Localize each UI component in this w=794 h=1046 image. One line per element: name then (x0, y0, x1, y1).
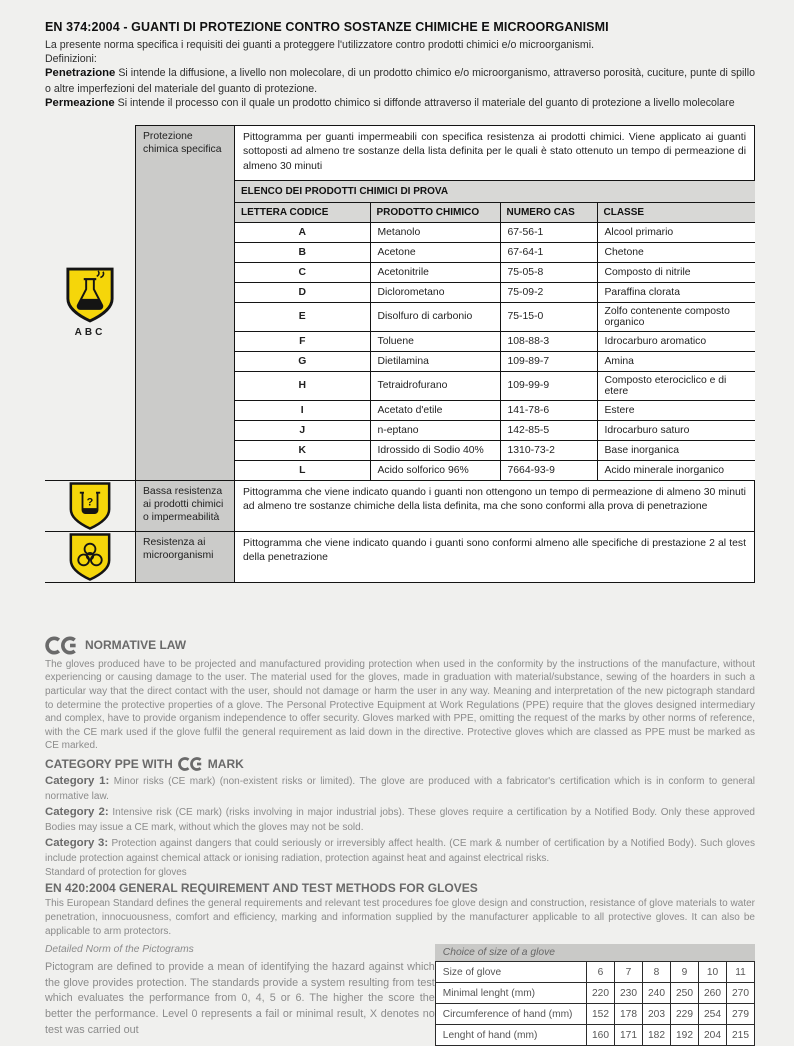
column-header: PRODOTTO CHIMICO (370, 202, 500, 222)
cas-number-cell: 108-88-3 (500, 331, 597, 351)
letter-code-cell: G (235, 351, 370, 371)
class-cell: Idrocarburo aromatico (597, 331, 755, 351)
product-cell: Acido solforico 96% (370, 460, 500, 480)
row-label: Bassa resistenza ai prodotti chimici o impermeabilità (135, 481, 235, 531)
beaker-question-shield-icon (68, 481, 112, 531)
product-cell: Disolfuro di carbonio (370, 302, 500, 331)
class-cell: Idrocarburo saturo (597, 420, 755, 440)
size-value: 152 (587, 1004, 615, 1025)
size-value: 250 (671, 983, 699, 1004)
bottom-section (45, 944, 755, 1046)
permeazione-text: Si intende il processo con il quale un prodotto chimico si diffonde attraverso il materiale del guanto di protezione a livello molecolare (114, 96, 735, 109)
cas-number-cell: 142-85-5 (500, 420, 597, 440)
row-description: Pittogramma per guanti impermeabili con specifica resistenza ai prodotti chimici. Viene applicato ai guanti sottoposti ad almeno tre sostanze della lista definita per le quali è stato ottenuto un tempo di permeazione di almeno 30 minuti (243, 131, 746, 172)
cas-number-cell: 109-99-9 (500, 371, 597, 400)
row-label: Protezione chimica specifica (135, 125, 235, 480)
size-row-label: Size of glove (435, 962, 586, 983)
table-row-microorganisms (45, 532, 755, 583)
cas-number-cell: 7664-93-9 (500, 460, 597, 480)
size-value: 8 (643, 962, 671, 983)
class-cell: Base inorganica (597, 440, 755, 460)
class-cell: Paraffina clorata (597, 282, 755, 302)
category-heading-suffix: MARK (207, 757, 244, 772)
size-value: 254 (699, 1004, 727, 1025)
intro-paragraph: La presente norma specifica i requisiti dei guanti a proteggere l'utilizzatore contro prodotti chimici e/o microorganismi. (45, 39, 595, 51)
letter-code-cell: K (235, 440, 370, 460)
letter-code-cell: H (235, 371, 370, 400)
chemical-row (235, 460, 755, 480)
size-table-row (435, 1025, 754, 1046)
biohazard-shield-icon (68, 532, 112, 582)
page-title: EN 374:2004 - GUANTI DI PROTEZIONE CONTRO SOSTANZE CHIMICHE E MICROORGANISMI (45, 20, 609, 34)
category-heading (45, 756, 755, 772)
table-row-low-resistance (45, 481, 755, 532)
class-cell: Composto eterociclico e di etere (597, 371, 755, 400)
size-value: 171 (615, 1025, 643, 1046)
size-value: 220 (587, 983, 615, 1004)
penetrazione-definition (45, 66, 755, 95)
size-value: 192 (671, 1025, 699, 1046)
product-cell: n-eptano (370, 420, 500, 440)
category-1-term: Category 1: (45, 775, 110, 788)
size-value: 178 (615, 1004, 643, 1025)
size-value: 230 (615, 983, 643, 1004)
class-cell: Acido minerale inorganico (597, 460, 755, 480)
product-cell: Acetone (370, 242, 500, 262)
size-value: 9 (671, 962, 699, 983)
chemical-row (235, 282, 755, 302)
row-label: Resistenza ai microorganismi (135, 532, 235, 582)
chemical-list-header-row (235, 202, 755, 222)
en420-heading-text: EN 420:2004 GENERAL REQUIREMENT AND TEST METHODS FOR GLOVES (45, 881, 478, 896)
size-row-label: Circumference of hand (mm) (435, 1004, 586, 1025)
size-value: 229 (671, 1004, 699, 1025)
pictogram-cell (45, 125, 135, 480)
en420-heading (45, 881, 755, 895)
product-cell: Acetato d'etile (370, 400, 500, 420)
chemical-row (235, 222, 755, 242)
letter-code-cell: J (235, 420, 370, 440)
product-cell: Acetonitrile (370, 262, 500, 282)
cas-number-cell: 109-89-7 (500, 351, 597, 371)
chemical-row (235, 440, 755, 460)
chemical-row (235, 351, 755, 371)
svg-text:?: ? (86, 496, 94, 509)
row-content (235, 125, 755, 480)
product-cell: Dietilamina (370, 351, 500, 371)
category-2-term: Category 2: (45, 806, 109, 819)
size-table (435, 961, 755, 1046)
pictograms-norm-column (45, 944, 435, 1046)
cas-number-cell: 75-05-8 (500, 262, 597, 282)
normative-law-body: The gloves produced have to be projected and manufactured providing protection when used in the conformity by the instructions of the manufacture, without experiencing or causing damage to the user. The material used for the gloves, made in graduation with material/substance, sewing of the hoarders in such a particular way that the direct contact with the user, should not damage or harm the user in any way. Meaning and interpretation of the new pictograph standard to determine the protective properties of a glove. The Personal Protective Equipment at Work Regulations (PPE) require that the gloves designed intermediary and complex, have to provide organism independence to offer security. Gloves marked with PPE, omitting the request of the marks by other norms of reference, with the CE mark used if the glove fulfil the general requirement as laid down in the directive. Protective gloves which are classed as PPE must be marked as CE marked. (45, 658, 755, 752)
cas-number-cell: 67-64-1 (500, 242, 597, 262)
permeazione-definition (45, 96, 755, 111)
category-2-text: Intensive risk (CE mark) (risks involving in major industrial jobs). These gloves require a certification by a Notified Body. Only these approved Bodies may issue a CE mark, without which the gloves may not be sold. (45, 807, 755, 833)
letter-code-cell: A (235, 222, 370, 242)
cas-number-cell: 75-09-2 (500, 282, 597, 302)
chemical-list-title-row (235, 180, 755, 202)
normative-section (45, 635, 755, 1046)
size-table-title: Choice of size of a glove (435, 944, 755, 961)
size-value: 10 (699, 962, 727, 983)
letter-code-cell: D (235, 282, 370, 302)
cas-number-cell: 75-15-0 (500, 302, 597, 331)
en420-body: This European Standard defines the general requirements and relevant test procedures foe glove design and construction, resistance of glove materials to water penetration, innocuousness, comfort and efficiency, marking and information supplied by the manufacturer applicable to all protective gloves. It can also be applicable to arm protectors. (45, 898, 755, 937)
table-row-chemical-protection (45, 125, 755, 481)
category-1-text: Minor risks (CE mark) (non-existent risks or limited). The glove are produced with a fabricator's certification which is in conform to general normative law. (45, 776, 756, 802)
product-cell: Idrossido di Sodio 40% (370, 440, 500, 460)
product-cell: Diclorometano (370, 282, 500, 302)
size-value: 240 (643, 983, 671, 1004)
product-cell: Metanolo (370, 222, 500, 242)
chemical-row (235, 331, 755, 351)
category-heading-prefix: CATEGORY PPE WITH (45, 757, 173, 772)
ce-mark-icon (178, 756, 203, 772)
category-2 (45, 805, 755, 834)
letter-code-cell: L (235, 460, 370, 480)
glove-size-column (435, 944, 755, 1046)
cas-number-cell: 141-78-6 (500, 400, 597, 420)
ce-mark-icon (45, 635, 78, 656)
size-row-label: Minimal lenght (mm) (435, 983, 586, 1004)
pictogram-caption: ABC (74, 327, 106, 339)
size-value: 215 (727, 1025, 755, 1046)
letter-code-cell: E (235, 302, 370, 331)
size-value: 11 (727, 962, 755, 983)
row-description: Pittogramma che viene indicato quando i guanti non ottengono un tempo di permeazione di almeno 30 minuti ad almeno tre sostanze chimiche della lista definita, ma che sono conformi alla prova di penetrazione (243, 486, 746, 513)
size-table-row (435, 962, 754, 983)
size-value: 160 (587, 1025, 615, 1046)
intro-section (45, 20, 755, 111)
row-content (235, 481, 755, 531)
chemical-list-table (235, 180, 755, 480)
column-header: LETTERA CODICE (235, 202, 370, 222)
class-cell: Estere (597, 400, 755, 420)
normative-law-heading (45, 635, 755, 656)
size-table-row (435, 983, 754, 1004)
column-header: NUMERO CAS (500, 202, 597, 222)
class-cell: Alcool primario (597, 222, 755, 242)
size-table-body (435, 962, 754, 1046)
chemical-row (235, 400, 755, 420)
chemical-list-body (235, 222, 755, 480)
size-value: 270 (727, 983, 755, 1004)
standard-footnote: Standard of protection for gloves (45, 867, 187, 879)
pictogram-cell (45, 481, 135, 531)
class-cell: Zolfo contenente composto organico (597, 302, 755, 331)
product-cell: Tetraidrofurano (370, 371, 500, 400)
category-3-text: Protection against dangers that could seriously or irreversibly affect health. (CE mark & number of certification by a Notified Body). Such gloves include protection against chemical attack or ionising radiation, protection against heat and against electrical risks. (45, 838, 755, 864)
size-value: 7 (615, 962, 643, 983)
row-content (235, 532, 755, 582)
size-value: 6 (587, 962, 615, 983)
category-3-term: Category 3: (45, 837, 109, 850)
class-cell: Chetone (597, 242, 755, 262)
size-table-row (435, 1004, 754, 1025)
size-value: 204 (699, 1025, 727, 1046)
letter-code-cell: F (235, 331, 370, 351)
chemical-list-title: ELENCO DEI PRODOTTI CHIMICI DI PROVA (235, 180, 755, 202)
penetrazione-text: Si intende la diffusione, a livello non molecolare, di un prodotto chimico e/o microorganismo, attraverso porosità, cuciture, punte di spillo o altre imperfezioni del materiale del guanto di protezione. (45, 67, 755, 95)
chemical-row (235, 242, 755, 262)
row-description: Pittogramma che viene indicato quando i guanti sono conformi almeno alle specifiche di prestazione 2 al test della penetrazione (243, 537, 746, 564)
letter-code-cell: C (235, 262, 370, 282)
pictogram-cell (45, 532, 135, 582)
class-cell: Composto di nitrile (597, 262, 755, 282)
cas-number-cell: 1310-73-2 (500, 440, 597, 460)
letter-code-cell: I (235, 400, 370, 420)
chemical-flask-shield-icon (65, 266, 115, 324)
chemical-list-head (235, 180, 755, 222)
size-value: 203 (643, 1004, 671, 1025)
column-header: CLASSE (597, 202, 755, 222)
size-value: 279 (727, 1004, 755, 1025)
chemical-row (235, 302, 755, 331)
protection-table (45, 125, 755, 583)
product-cell: Toluene (370, 331, 500, 351)
chemical-row (235, 262, 755, 282)
size-value: 260 (699, 983, 727, 1004)
pictogram-paragraph: Pictogram are defined to provide a mean of identifying the hazard against which the glove provides protection. The standards provide a system resulting from test which evaluates the performance from 0, 4, 5 or 6. The higher the score the better the performance. Level 0 represents a fail or minimal result, X denotes no test was carried out (45, 961, 435, 1036)
size-row-label: Lenght of hand (mm) (435, 1025, 586, 1046)
normative-law-title: NORMATIVE LAW (85, 638, 187, 653)
cas-number-cell: 67-56-1 (500, 222, 597, 242)
definitions-label: Definizioni: (45, 53, 97, 66)
size-value: 182 (643, 1025, 671, 1046)
class-cell: Amina (597, 351, 755, 371)
chemical-row (235, 371, 755, 400)
chemical-row (235, 420, 755, 440)
detailed-norm-subheading: Detailed Norm of the Pictograms (45, 944, 194, 956)
category-1 (45, 774, 755, 803)
letter-code-cell: B (235, 242, 370, 262)
permeazione-term: Permeazione (45, 96, 115, 109)
penetrazione-term: Penetrazione (45, 67, 116, 80)
category-3 (45, 836, 755, 865)
